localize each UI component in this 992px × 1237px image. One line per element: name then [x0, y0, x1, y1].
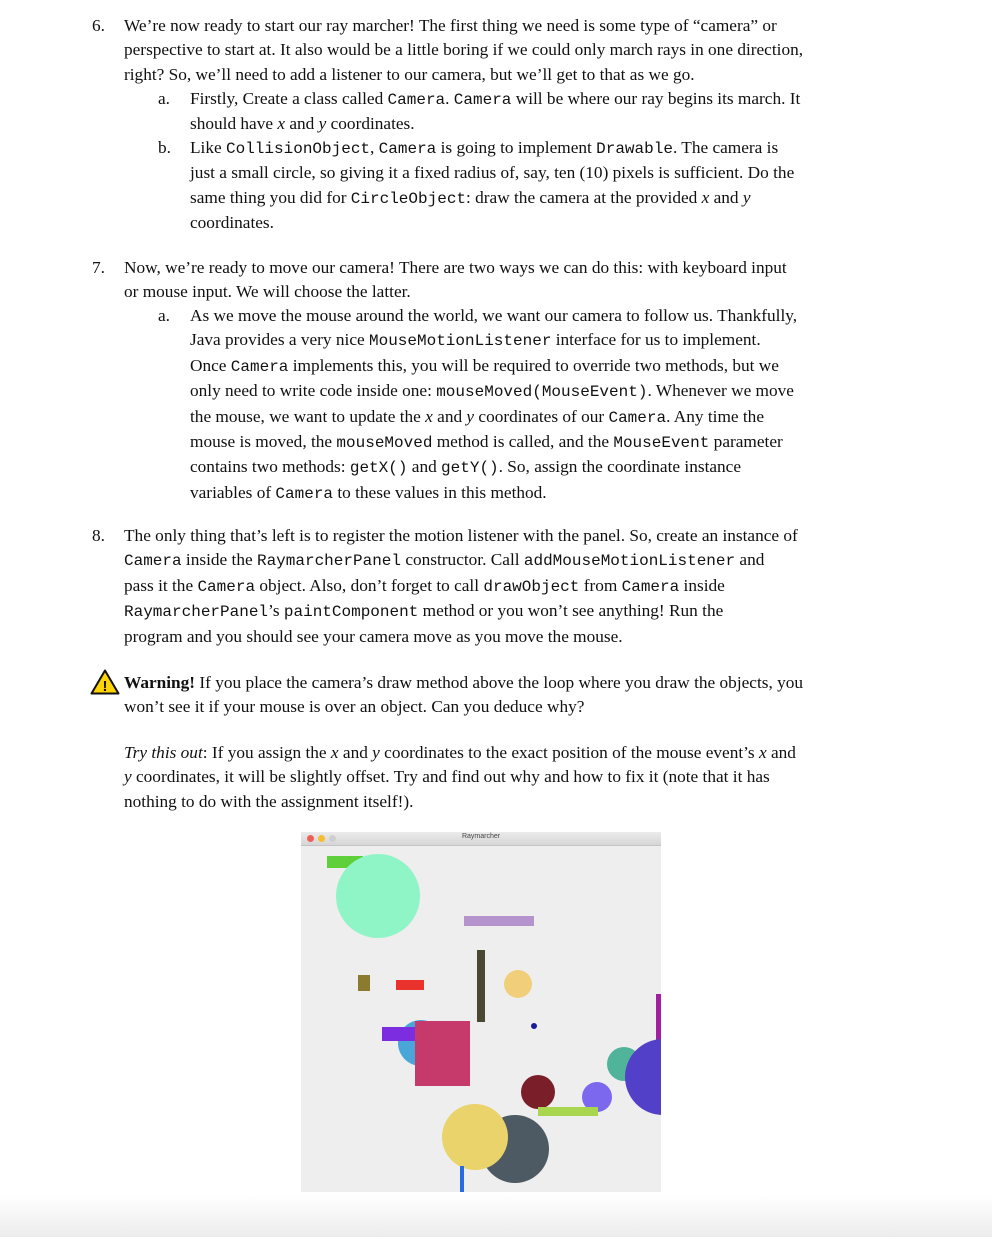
item-8-line-5: program and you should see your camera move as you move the mouse. — [124, 626, 623, 646]
item-8-line-3: pass it the Camera object. Also, don’t forget to call drawObject from Camera inside — [124, 575, 725, 596]
item-7-line-1: Now, we’re ready to move our camera! There are two ways we can do this: with keyboard input — [124, 258, 787, 277]
item-8-line-1: The only thing that’s left is to register the motion listener with the panel. So, create an instance of — [124, 526, 798, 545]
item-6b-line-2: just a small circle, so giving it a fixed radius of, say, ten (10) pixels is sufficient. Do the — [190, 163, 795, 183]
item-6b-label: b. — [158, 138, 171, 157]
try-line-2: y coordinates, it will be slightly offset. Try and find out why and how to fix it (note that it has — [124, 767, 770, 787]
item-7a-line-4: only need to write code inside one: mouseMoved(MouseEvent). Whenever we move — [190, 381, 794, 402]
blue-bar — [460, 1166, 464, 1192]
item-7a-line-5: the mouse, we want to update the x and y coordinates of our Camera. Any time the — [190, 406, 764, 427]
item-7a-line-6: mouse is moved, the mouseMoved method is called, and the MouseEvent parameter — [190, 432, 783, 453]
item-6a-text — [190, 87, 902, 137]
warning-icon — [90, 669, 120, 695]
item-6b-line-3: same thing you did for CircleObject: draw the camera at the provided x and y — [190, 187, 751, 208]
try-line-1: Try this out: If you assign the x and y coordinates to the exact position of the mouse event’s x and — [124, 743, 796, 762]
item-6a-label: a. — [158, 89, 170, 108]
mint-circle — [336, 854, 420, 938]
item-7a-line-7: contains two methods: getX() and getY(). So, assign the coordinate instance — [190, 457, 742, 478]
raymarcher-canvas[interactable] — [301, 846, 661, 1192]
item-6a-line-2: should have x and y coordinates. — [190, 114, 415, 134]
raymarcher-window-screenshot — [301, 832, 661, 1192]
red-rectangle — [396, 980, 424, 990]
warning-text — [124, 671, 902, 720]
gold-circle — [442, 1104, 508, 1170]
item-6b-line-4: coordinates. — [190, 213, 274, 233]
item-6b-line-1: Like CollisionObject, Camera is going to implement Drawable. The camera is — [190, 138, 779, 158]
try-label: Try this out — [124, 743, 203, 762]
item-7a-line-8: variables of Camera to these values in this method. — [190, 482, 547, 503]
item-7-text — [124, 256, 902, 305]
item-6-line-1: We’re now ready to start our ray marcher! The first thing we need is some type of “camera” or — [124, 16, 777, 35]
dark-bar — [477, 950, 485, 1022]
item-6-number: 6. — [92, 16, 105, 35]
camera-dot — [531, 1023, 537, 1029]
try-this-out-text — [124, 741, 902, 814]
item-6a-line-1: Firstly, Create a class called Camera. Camera will be where our ray begins its march. It — [190, 89, 801, 109]
item-7a-label: a. — [158, 306, 170, 325]
page-bottom-shadow — [0, 1195, 992, 1237]
item-7a-text — [190, 304, 902, 506]
item-8-number: 8. — [92, 526, 105, 545]
warning-icon-symbol: ! — [102, 678, 108, 695]
window-titlebar — [301, 832, 661, 846]
item-8-line-2: Camera inside the RaymarcherPanel constructor. Call addMouseMotionListener and — [124, 550, 765, 571]
item-8-text — [124, 524, 902, 649]
warning-line-1: Warning! If you place the camera’s draw method above the loop where you draw the objects, you — [124, 673, 804, 692]
warning-line-2: won’t see it if your mouse is over an object. Can you deduce why? — [124, 697, 585, 717]
item-6-line-3: right? So, we’ll need to add a listener to our camera, but we’ll get to that as we go. — [124, 64, 695, 84]
lime-rectangle — [538, 1107, 598, 1116]
olive-square — [358, 975, 370, 991]
item-7-number: 7. — [92, 258, 105, 277]
item-8-line-4: RaymarcherPanel’s paintComponent method or you won’t see anything! Run the — [124, 601, 724, 622]
lavender-rectangle — [464, 916, 534, 926]
item-6b-text — [190, 136, 902, 236]
item-6-text — [124, 14, 902, 87]
yellow-circle — [504, 970, 532, 998]
item-7a-line-3: Once Camera implements this, you will be required to override two methods, but we — [190, 355, 779, 376]
item-7-line-2: or mouse input. We will choose the latter. — [124, 282, 411, 302]
window-title: Raymarcher — [461, 833, 501, 840]
item-7a-line-2: Java provides a very nice MouseMotionListener interface for us to implement. — [190, 330, 761, 351]
item-7a-line-1: As we move the mouse around the world, we want our camera to follow us. Thankfully, — [190, 306, 798, 325]
warning-label: Warning! — [124, 673, 196, 692]
magenta-square — [415, 1021, 470, 1086]
maroon-circle — [521, 1075, 555, 1109]
try-line-3: nothing to do with the assignment itself!). — [124, 791, 414, 811]
item-6-line-2: perspective to start at. It also would be a little boring if we could only march rays in one direction, — [124, 40, 804, 60]
